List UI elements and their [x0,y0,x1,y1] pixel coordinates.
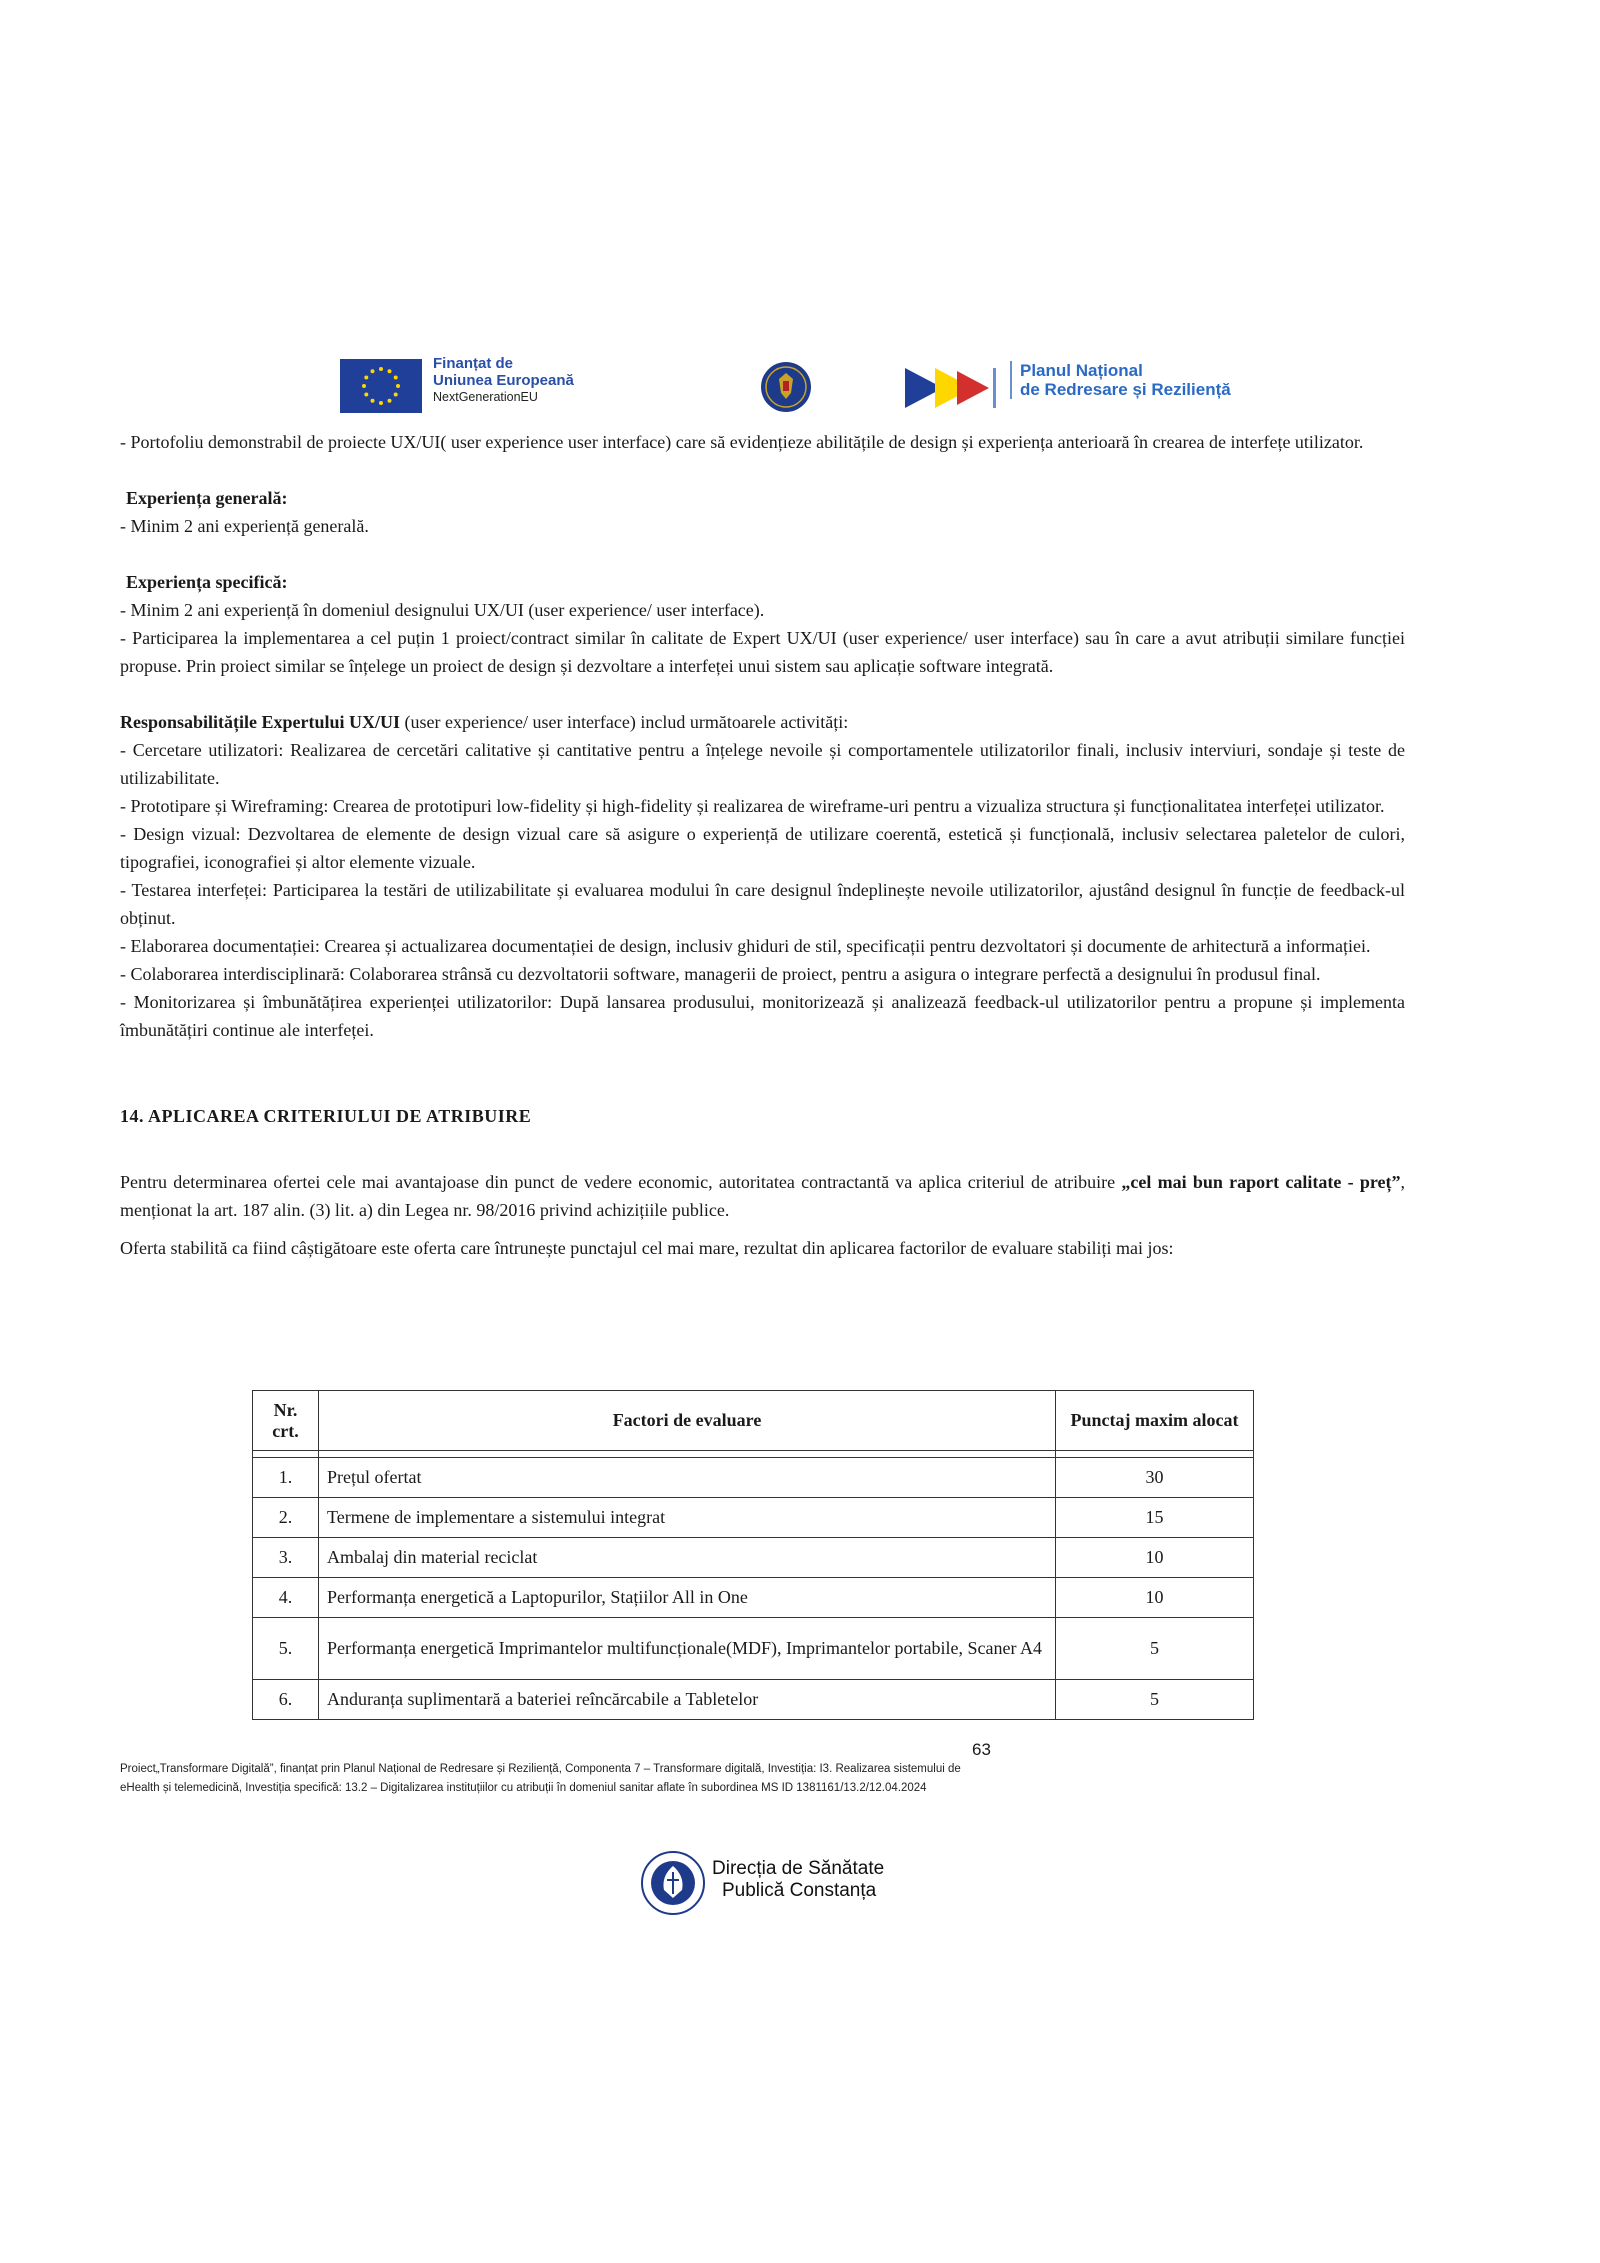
table-row [253,1680,1254,1720]
responsibility-item: - Prototipare și Wireframing: Crearea de prototipuri low-fidelity și high-fidelity și realizarea de wireframe-uri pentru a vizualiza structura și funcționalitatea interfeței utilizator. [120,796,1385,816]
eu-flag-icon [340,359,422,413]
row-factor: Ambalaj din material reciclat [319,1538,1056,1578]
criterion-part-1: Pentru determinarea ofertei cele mai avantajoase din punct de vedere economic, autoritatea contractantă va aplica criteriul de atribuire [120,1172,1122,1192]
responsibility-item: - Elaborarea documentației: Crearea și actualizarea documentației de design, inclusiv ghiduri de stil, specificații pentru dezvoltatori și documente de arhitectură a informației. [120,936,1371,956]
header-nr: Nr. crt. [253,1391,319,1451]
row-nr: 2. [253,1498,319,1538]
row-points: 5 [1056,1680,1254,1720]
row-factor: Anduranța suplimentară a bateriei reîncărcabile a Tabletelor [319,1680,1056,1720]
award-criterion-text [120,1168,1405,1224]
responsibilities-title-bold: Responsabilitățile Expertului UX/UI [120,712,401,732]
row-nr: 1. [253,1458,319,1498]
table-row [253,1578,1254,1618]
pnrr-line-1: Planul Național [1020,361,1143,380]
row-factor: Performanța energetică a Laptopurilor, Stațiilor All in One [319,1578,1056,1618]
responsibility-item: - Monitorizarea și îmbunătățirea experienței utilizatorilor: După lansarea produsului, monitorizează și analizează feedback-ul utilizatorilor pentru a propune și implementa îmbunătățiri continue ale interfeței. [120,992,1405,1040]
row-factor: Prețul ofertat [319,1458,1056,1498]
row-nr: 3. [253,1538,319,1578]
dsp-line-2: Publică Constanța [722,1880,877,1901]
row-factor: Performanța energetică Imprimantelor multifuncționale(MDF), Imprimantelor portabile, Scaner A4 [319,1618,1056,1680]
table-row [253,1538,1254,1578]
specific-experience-item: - Minim 2 ani experiență în domeniul designului UX/UI (user experience/ user interface). [120,600,765,620]
dsp-constanta-logo [640,1848,970,1918]
section-title: 14. APLICAREA CRITERIULUI DE ATRIBUIRE [120,1106,532,1126]
table-row [253,1618,1254,1680]
table-header-row [253,1391,1254,1451]
responsibility-item: - Colaborarea interdisciplinară: Colaborarea strânsă cu dezvoltatorii software, managerii de proiect, pentru a asigura o integrare perfectă a designului în produsul final. [120,964,1321,984]
row-points: 30 [1056,1458,1254,1498]
project-footnote: Proiect„Transformare Digitală”, finanțat prin Planul Național de Redresare și Reziliență, Componenta 7 – Transformare digitală, Investiția: I3. Realizarea sistemului de eHealth și telemedicină, Investiția specifică: 13.2 – Digitalizarea instituțiilor cu atribuții în domeniul sanitar aflate în subordinea MS ID 1381161/13.2/12.04.2024 [120,1763,961,1794]
responsibilities-title-rest: (user experience/ user interface) includ următoarele activități: [400,712,849,732]
general-experience-title: Experiența generală: [126,488,288,508]
responsibility-item: - Cercetare utilizatori: Realizarea de cercetări calitative și cantitative pentru a înțelege nevoile și comportamentele utilizatorilor finali, inclusiv interviuri, sondaje și teste de utilizabilitate. [120,740,1405,788]
page-number: 63 [972,1740,991,1759]
specific-experience-item: - Participarea la implementarea a cel puțin 1 proiect/contract similar în calitate de Expert UX/UI (user experience/ user interface) sau în care a avut atribuții similare funcției propuse. Prin proiect similar se înțelege un proiect de design și dezvoltare a interfeței unui sistem sau aplicație software integrată. [120,628,1405,676]
portfolio-requirement: - Portofoliu demonstrabil de proiecte UX/UI( user experience user interface) care să evidențieze abilitățile de design și experiența anterioară în crearea de interfețe utilizator. [120,432,1364,452]
general-experience-text: - Minim 2 ani experiență generală. [120,516,369,536]
eu-line-1: Finanțat de [433,355,514,372]
specific-experience-title: Experiența specifică: [126,572,288,592]
table-row [253,1498,1254,1538]
row-points: 10 [1056,1538,1254,1578]
row-factor: Termene de implementare a sistemului integrat [319,1498,1056,1538]
row-nr: 6. [253,1680,319,1720]
responsibility-item: - Design vizual: Dezvoltarea de elemente de design vizual care să asigure o experiență de utilizare coerentă, estetică și funcțională, inclusiv selectarea paletelor de culori, tipografiei, iconografiei și altor elemente vizuale. [120,824,1405,872]
pnrr-line-2: de Redresare și Reziliență [1020,380,1231,399]
dsp-emblem-icon [640,1850,706,1916]
eu-line-3: NextGenerationEU [433,390,538,404]
evaluation-factors-table [252,1390,1254,1720]
header-factor: Factori de evaluare [319,1391,1056,1451]
eu-line-2: Uniunea Europeană [433,372,574,389]
row-points: 10 [1056,1578,1254,1618]
funding-header [340,355,1240,415]
document-body [120,428,1405,1262]
criterion-bold: „cel mai bun raport calitate - preț” [1121,1172,1401,1192]
row-nr: 5. [253,1618,319,1680]
table-row [253,1458,1254,1498]
row-points: 15 [1056,1498,1254,1538]
header-points: Punctaj maxim alocat [1056,1391,1254,1451]
winning-offer-text: Oferta stabilită ca fiind câștigătoare este oferta care întrunește punctajul cel mai mare, rezultat din aplicarea factorilor de evaluare stabiliți mai jos: [120,1238,1174,1258]
row-nr: 4. [253,1578,319,1618]
dsp-label [712,1858,884,1902]
criterion-part-2: , menționat la art. 187 alin. (3) lit. a) din Legea nr. 98/2016 privind achizițiile publice. [120,1172,1405,1220]
pnrr-arrow-logo-icon [905,363,1000,413]
romania-government-seal-icon [760,361,812,413]
responsibility-item: - Testarea interfeței: Participarea la testări de utilizabilitate și evaluarea modului în care designul îndeplinește nevoile utilizatorilor, ajustând designul în funcție de feedback-ul obținut. [120,880,1405,928]
responsibilities-title [120,708,1405,736]
eu-funding-label [433,355,574,406]
dsp-line-1: Direcția de Sănătate [712,1858,885,1879]
row-points: 5 [1056,1618,1254,1680]
pnrr-label [1010,361,1231,399]
